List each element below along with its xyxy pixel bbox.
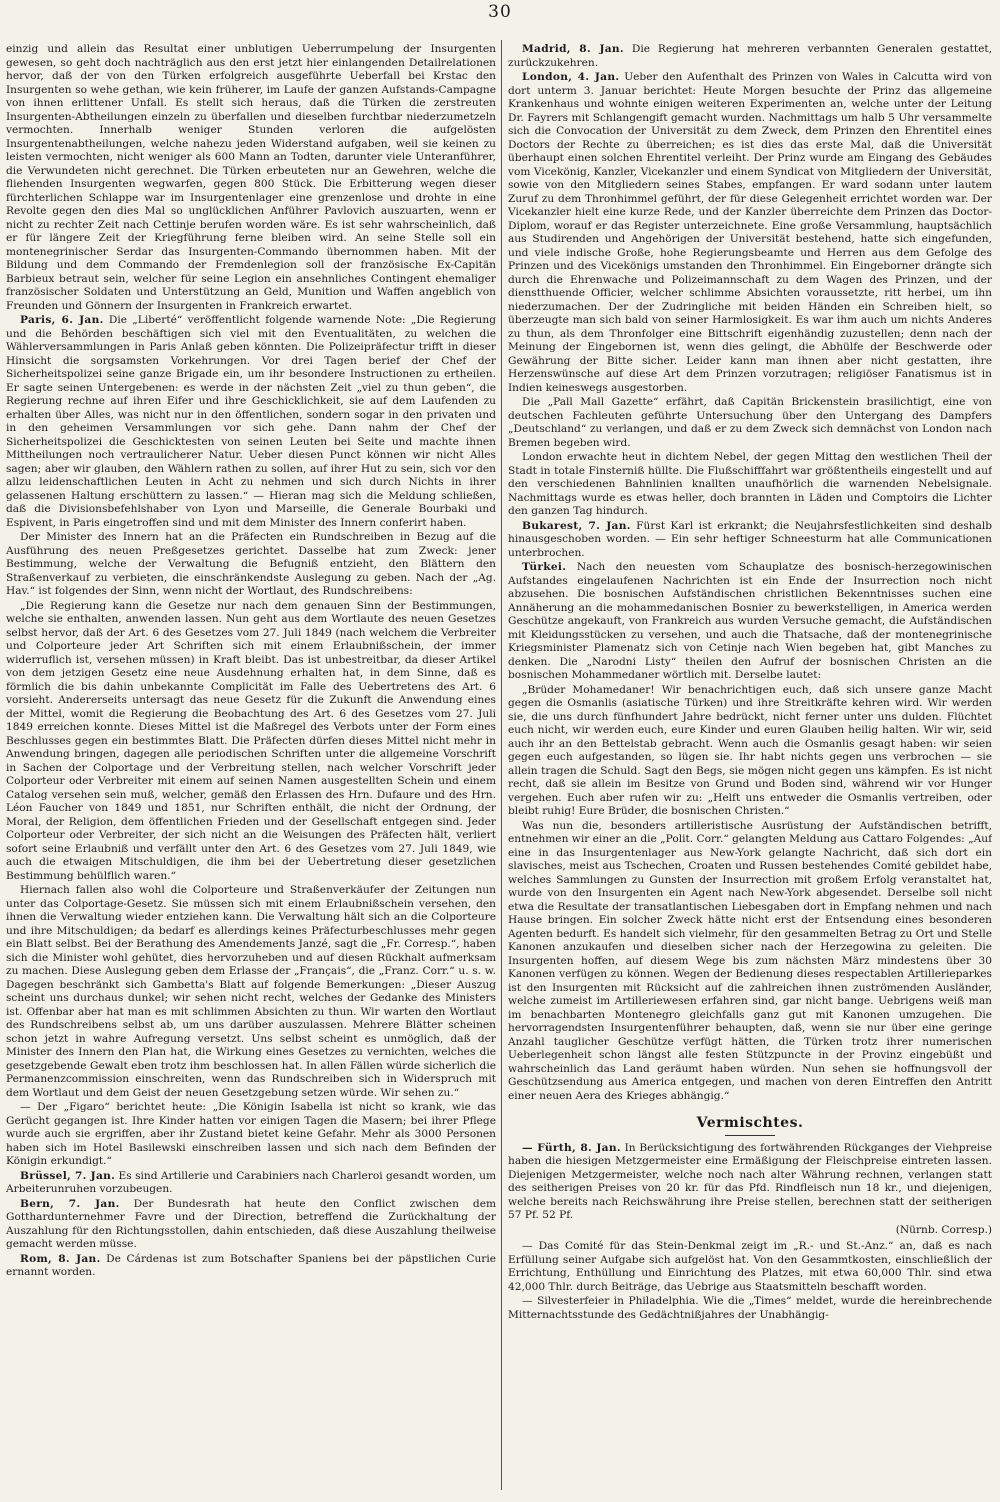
left-column: [6, 43, 496, 1488]
page-number: 30: [488, 2, 512, 22]
article-tuerkei: Türkei. Nach den neuesten vom Schauplatze des bosnisch-herzegowinischen Aufstandes eingelaufenen Nachrichten ist ein Ende der Insurrection noch nicht abzusehen. Die bosnischen Aufständischen christlichen Bekenntnisses suchen eine Annäherung an die mohammedanischen Bosnier zu bewerkstelligen, in America werden Geschütze angekauft, von Frankreich aus wurden Versuche gemacht, die Aufständischen mit Kleidungsstücken zu versehen, und auch die Thatsache, daß der montenegrinische Kriegsminister Plamenatz sich von Cetinje nach Wien begeben hat, gibt Manches zu denken. Die „Narodni Listy“ theilen den Aufruf der bosnischen Christen an die bosnischen Mohammedaner wörtlich mit. Derselbe lautet:: [508, 561, 992, 681]
source-credit: (Nürnb. Corresp.): [895, 1223, 992, 1236]
article-paragraph: Der Minister des Innern hat an die Präfecten ein Rundschreiben in Bezug auf die Ausführung des neuen Preßgesetzes gerichtet. Dasselbe hat zum Zweck: jener Bestimmung, welche der Verwaltung die Befugniß entzieht, den Blättern den Straßenverkauf zu verbieten, die einschränkendste Auslegung zu geben. Nach der „Ag. Hav.“ ist folgendes der Sinn, wenn nicht der Wortlaut, des Rundschreibens:: [6, 531, 496, 597]
article-stein-denkmal: — Das Comité für das Stein-Denkmal zeigt im „R.- und St.-Anz.“ an, daß es nach Erfüllung seiner Aufgabe sich aufgelöst hat. Von den Gesammtkosten, einschließlich der Errichtung, Enthüllung und Einrichtung des Platzes, mit etwa 60,000 Thlr. sind etwa 42,000 Thlr. durch Beiträge, das Uebrige aus Staatsmitteln beschafft worden.: [508, 1240, 992, 1293]
section-divider: [725, 1135, 775, 1136]
article-london: London, 4. Jan. Ueber den Aufenthalt des Prinzen von Wales in Calcutta wird von dort unterm 3. Januar berichtet: Heute Morgen besuchte der Prinz das allgemeine Krankenhaus und wohnte einigen weiteren Experimenten an, welche unter der Leitung Dr. Fayrers mit Schlangengift gemacht wurden. Nachmittags um halb 5 Uhr versammelte sich die Convocation der Universität zu dem Zweck, dem Prinzen den Ehrentitel eines Doctors der Rechte zu überreichen; es ist dies das erste Mal, daß die Universität überhaupt einen solchen Ehrentitel verleiht. Der Prinz wurde am Eingang des Gebäudes vom Vicekönig, Kanzler, Vicekanzler und einem Syndicat von Mitgliedern der Universität, sowie von den Mitgliedern seines Stabes, empfangen. Er ward sodann unter lautem Zuruf zu dem Thronhimmel geführt, der für diese Gelegenheit errichtet worden war. Der Vicekanzler hielt eine kurze Rede, und der Kanzler überreichte dem Prinzen das Doctor-Diplom, worauf er das Register unterzeichnete. Eine große Versammlung, hauptsächlich aus Studirenden und Angehörigen der Universität bestehend, hatte sich eingefunden, und viele indische Große, hohe Regierungsbeamte und Herren aus dem Gefolge des Prinzen und des Vicekönigs umstanden den Thronhimmel. Ein Eingeborner drängte sich durch die Ehrenwache und Polizeimannschaft zu dem Wagen des Prinzen, und der dienstthuende Officier, welcher schlimme Absichten voraussetzte, ritt herbei, um ihn niederzumachen. Der der Zudringliche mit beiden Händen ein Schreiben hielt, so überzeugte man sich bald von seiner Harmlosigkeit. Es war ihm auch um nichts Anderes zu thun, als dem Thronfolger eine Bittschrift eigenhändig zuzustellen; denn nach der Meinung der Eingebornen ist, wenn dies gelingt, die Abhülfe der Beschwerde oder Gewährung der Bitte sicher. Leider kann man ihnen aber nicht gestatten, ihre Herzenswünsche auf diese Art dem Prinzen vorzutragen; religiöser Fanatismus ist in Indien keineswegs ausgestorben.: [508, 71, 992, 394]
article-quote: „Die Regierung kann die Gesetze nur nach dem genauen Sinn der Bestimmungen, welche sie enthalten, anwenden lassen. Nun geht aus dem Wortlaute des neuen Gesetzes selbst hervor, daß der Art. 6 des Gesetzes vom 27. Juli 1849 (nach welchem die Verbreiter und Colporteure jeder Art Schriften sich mit einem Erlaubnißschein, der immer widerruflich ist, versehen müssen) in Kraft bleibt. Das ist unbestreitbar, da dieser Artikel von dem jetzigen Gesetz eine neue Ausdehnung erhalten hat, in dem Sinne, daß es förmlich die bis dahin unbekannte Complicität im Falle des Uebertretens des Art. 6 vorsieht. Andererseits untersagt das neue Gesetz für die Zukunft die Anwendung eines der Mittel, womit die Regierung die Beobachtung des Art. 6 des Gesetzes vom 27. Juli 1849 erreichen konnte. Dieses Mittel ist die Maßregel des Verbots unter der Form eines Beschlusses gegen ein bestimmtes Blatt. Die Präfecten dürfen dieses Mittel nicht mehr in Anwendung bringen, dagegen alle periodischen Schriften unter die allgemeine Vorschrift in Sachen der Colportage und der Verbreitung stellen, nach welcher Vorschrift jeder Colporteur oder Verbreiter mit einem auf seinen Namen ausgestellten Schein und einem Catalog versehen sein muß, welcher, gemäß den Erlassen des Hrn. Dufaure und des Hrn. Léon Faucher von 1849 und 1851, nur Schriften enthält, die nicht der Ordnung, der Moral, der Religion, dem öffentlichen Frieden und der Gesellschaft entgegen sind. Jeder Colporteur oder Verbreiter, der sich nicht an die Weisungen des Präfecten hält, verliert sofort seine Erlaubniß und verfällt unter den Art. 6 des Gesetzes vom 27. Juli 1849, wie auch die etwaigen Mitschuldigen, die ihm bei der Uebertretung dieser gesetzlichen Bestimmung behülflich waren.“: [6, 599, 496, 882]
article-madrid: Madrid, 8. Jan. Die Regierung hat mehreren verbannten Generalen gestattet, zurückzukehren.: [508, 43, 992, 69]
article-paragraph: einzig und allein das Resultat einer unblutigen Ueberrumpelung der Insurgenten gewesen, so geht doch nachträglich aus den erst jetzt hier einlangenden Detailrelationen hervor, daß der von den Türken erfolgreich ausgeführte Ueberfall bei Krstac den Insurgenten so wehe gethan, wie kein früherer, im Laufe der ganzen Aufstands-Campagne von ihnen erlittener Unfall. Es stellt sich heraus, daß die Türken die zerstreuten Insurgenten-Abtheilungen einzeln zu überfallen und dieselben furchtbar niederzumetzeln vermochten. Innerhalb weniger Stunden verloren die aufgelösten Insurgentenabtheilungen, welche nahezu jeden Widerstand aufgaben, weil sie keinen zu leisten vermochten, nicht weniger als 600 Mann an Todten, darunter viele Unteranführer, die Verwundeten nicht gerechnet. Die Türken erbeuteten nur an Gewehren, welche die fliehenden Insurgenten wegwarfen, gegen 800 Stück. Die Erbitterung wegen dieser fürchterlichen Schlappe war im Insurgentenlager eine grenzenlose und drohte in eine Revolte gegen den dies Mal so unglücklichen Anführer Pavlovich auszuarten, wenn er nicht zu rechter Zeit nach Cettinje berufen worden wäre. Es ist sehr wahrscheinlich, daß er für längere Zeit der Kriegführung ferne bleiben wird. An seine Stelle soll ein montenegrinischer Serdar das Insurgenten-Commando übernommen haben. Mit der Bildung und dem Commando der Fremdenlegion soll der französische Ex-Capitän Barbieux betraut sein, welcher für seine Legion ein ansehnliches Contingent ehemaliger französischer Soldaten und Unterstützung an Geld, Munition und Waffen angeblich von Freunden und Gönnern der Insurgenten in Frankreich erwartet.: [6, 43, 496, 312]
article-bukarest: Bukarest, 7. Jan. Fürst Karl ist erkrankt; die Neujahrsfestlichkeiten sind deshalb hinausgeschoben worden. — Ein sehr heftiger Schneesturm hat alle Communicationen unterbrochen.: [508, 519, 992, 559]
dateline: — Fürth, 8. Jan.: [522, 1141, 621, 1154]
dateline: Türkei.: [522, 561, 567, 573]
article-rom: Rom, 8. Jan. De Cárdenas ist zum Botschafter Spaniens bei der päpstlichen Curie ernannt worden.: [6, 1252, 496, 1278]
article-philadelphia: — Silvesterfeier in Philadelphia. Wie die „Times“ meldet, wurde die hereinbrechende Mitternachtsstunde des Gedächtnißjahres der Unabhängig-: [508, 1295, 992, 1321]
dateline: Rom, 8. Jan.: [20, 1252, 101, 1265]
dateline: London, 4. Jan.: [522, 71, 620, 83]
section-heading: Vermischtes.: [696, 1115, 804, 1131]
article-bern: Bern, 7. Jan. Der Bundesrath hat heute den Conflict zwischen dem Gotthardunternehmer Favre und der Direction, betreffend die Zurückhaltung der Auszahlung für den Richtungsstollen, dahin entschieden, daß diese Auszahlung theilweise gemacht werden müsse.: [6, 1197, 496, 1250]
dateline: Madrid, 8. Jan.: [522, 43, 624, 55]
article-paris: Paris, 6. Jan. Die „Liberté“ veröffentlicht folgende warnende Note: „Die Regierung und die Behörden beschäftigen sich viel mit den Eventualitäten, zu welchen die Wählerversammlungen in Paris Anlaß geben könnten. Die Polizeipräfectur trifft in dieser Hinsicht die sorgsamsten Vorkehrungen. Vor drei Tagen berief der Chef der Sicherheitspolizei seine ganze Brigade ein, um ihr besondere Instructionen zu ertheilen. Er sagte seinen Untergebenen: es werde in der nächsten Zeit „viel zu thun geben“, die Regierung rechne auf ihren Eifer und ihre Geschicklichkeit, sie auf dem Laufenden zu erhalten über Alles, was nicht nur in den öffentlichen, sondern sogar in den privaten und in den geheimen Versammlungen vor sich gehe. Dann nahm der Chef der Sicherheitspolizei die Geschicktesten von seinen Leuten bei Seite und machte ihnen Mittheilungen noch vertraulicherer Natur. Ueber diesen Punct können wir nicht Alles sagen; aber wir glauben, den Wählern rathen zu sollen, auf ihrer Hut zu sein, sich vor den allzu leidenschaftlichen Leuten in Acht zu nehmen und sich durch Nichts in ihrer gelassenen Haltung erschüttern zu lassen.“ — Hieran mag sich die Meldung schließen, daß die Divisionsbefehlshaber von Lyon und Marseille, die Generale Bourbaki und Espivent, in Paris eingetroffen sind und mit dem Minister des Innern conferirt haben.: [6, 314, 496, 529]
column-divider: [501, 40, 502, 1490]
article-paragraph: Was nun die, besonders artilleristische Ausrüstung der Aufständischen betrifft, entnehmen wir einer an die „Polit. Corr.“ gelangten Meldung aus Cattaro Folgendes: „Auf eine in das Insurgentenlager aus New-York gelangte Nachricht, daß sich dort ein slavisches, meist aus Tschechen, Croaten und Russen bestehendes Comité gebildet habe, welches Sammlungen zu Gunsten der Insurrection mit großem Erfolg veranstaltet hat, wurde von den Insurgenten ein Agent nach New-York abgesendet. Derselbe soll nicht etwa die Resultate der transatlantischen Liebesgaben dort in Empfang nehmen und nach Hause bringen. Ein solcher Zweck hätte nicht erst der Entsendung eines besonderen Agenten bedurft. Es handelt sich vielmehr, für den gesammelten Betrag zu Ort und Stelle Kanonen anzukaufen und dieselben sicher nach der Herzegowina zu geleiten. Die Insurgenten hoffen, auf diesem Wege bis zum nächsten März mindestens über 30 Kanonen verfügen zu können. Wegen der Bedienung dieses respectablen Artillerieparkes ist den Insurgenten mit Rücksicht auf die zahlreichen ihnen zuströmenden Ausländer, welche zumeist im Artilleriewesen erfahren sind, gar nicht bange. Uebrigens weiß man im benachbarten Montenegro gleichfalls ganz gut mit Kanonen umzugehen. Die hervorragendsten Insurgentenführer behaupten, daß, wenn sie nur über eine geringe Anzahl tauglicher Geschütze verfügt hätten, die Türken trotz ihrer numerischen Ueberlegenheit schon längst alle festen Stützpuncte in der Provinz eingebüßt und wahrscheinlich das Land geräumt haben würden. Nun sehen sie hoffnungsvoll der Geschützsendung aus America entgegen, und machen von deren Eintreffen den Antritt einer neuen Aera des Krieges abhängig.“: [508, 819, 992, 1102]
article-paragraph: Hiernach fallen also wohl die Colporteure und Straßenverkäufer der Zeitungen nun unter das Colportage-Gesetz. Sie müssen sich mit einem Erlaubnißschein versehen, den ihnen die Verwaltung wieder entziehen kann. Die Verwaltung hält sich an die Colporteure und ihre Mitschuldigen; da bedarf es allerdings keines Präfecturbeschlusses mehr gegen ein Blatt selbst. Bei der Berathung des Amendements Janzé, sagt die „Fr. Corresp.“, haben sich die Minister wohl gehütet, dies hervorzuheben und auf diesen Rückhalt aufmerksam zu machen. Diese Auslegung geben dem Erlasse der „Français“, die „Franz. Corr.“ u. s. w. Dagegen beschränkt sich Gambetta's Blatt auf folgende Bemerkungen: „Dieser Auszug scheint uns durchaus dunkel; wir sehen nicht recht, welches der Gedanke des Ministers ist. Offenbar aber hat man es mit schlimmen Absichten zu thun. Wir warten den Wortlaut des Rundschreibens selbst ab, um uns darüber auszulassen. Mehrere Blätter scheinen schon jetzt in wahre Aufregung versetzt. Uns selbst scheint es unmöglich, daß der Minister des Innern den Plan hat, die Wirkung eines Gesetzes zu vernichten, welches die gesetzgebende Gewalt eben trotz ihm beschlossen hat. In allen Fällen würde sicherlich die Permanenzcommission einschreiten, wenn das Rundschreiben sich in Widerspruch mit dem Wortlaut und dem Geist der neuen Gesetzgebung setzen würde. Wir sehen zu.“: [6, 884, 496, 1099]
article-paragraph: London erwachte heut in dichtem Nebel, der gegen Mittag den westlichen Theil der Stadt in totale Finsterniß hüllte. Die Flußschifffahrt war größtentheils eingestellt und auf den verschiedenen Bahnlinien knallten unaufhörlich die warnenden Nebelsignale. Nachmittags wurde es etwas heller, doch brannten in Läden und Comptoirs die Lichter den ganzen Tag hindurch.: [508, 451, 992, 517]
dateline: Paris, 6. Jan.: [20, 314, 104, 326]
article-figaro: — Der „Figaro“ berichtet heute: „Die Königin Isabella ist nicht so krank, wie das Gerücht gegangen ist. Ihre Kinder hatten vor einigen Tagen die Masern; bei ihrer Pflege wurde auch sie ergriffen, aber ihr Zustand bietet keine Gefahr. Mehr als 3000 Personen haben sich im Hotel Basilewski einschreiben lassen und sich nach dem Befinden der Königin erkundigt.“: [6, 1101, 496, 1167]
dateline: Brüssel, 7. Jan.: [20, 1169, 116, 1182]
article-paragraph: Die „Pall Mall Gazette“ erfährt, daß Capitän Brickenstein brasilichtigt, eine von deutschen Fachleuten geführte Untersuchung über den Untergang des Dampfers „Deutschland“ zu verlangen, und daß er zu dem Zweck sich demnächst von London nach Bremen begeben wird.: [508, 396, 992, 449]
article-fuerth: — Fürth, 8. Jan. In Berücksichtigung des fortwährenden Rückganges der Viehpreise haben die hiesigen Metzgermeister eine Ermäßigung der Fleischpreise eintreten lassen. Diejenigen Metzgermeister, welche noch nach alter Währung rechnen, verlangen statt des seitherigen Preises von 20 kr. für das Pfd. Rindfleisch nun 18 kr., und diejenigen, welche bereits nach Reichswährung ihre Preise stellen, berechnen statt der seitherigen 57 Pf. 52 Pf.: [508, 1141, 992, 1221]
dateline: Bern, 7. Jan.: [20, 1197, 120, 1210]
article-bruessel: Brüssel, 7. Jan. Es sind Artillerie und Carabiniers nach Charleroi gesandt worden, um Arbeiterunruhen vorzubeugen.: [6, 1169, 496, 1195]
dateline: Bukarest, 7. Jan.: [522, 519, 631, 532]
article-quote: „Brüder Mohamedaner! Wir benachrichtigen euch, daß sich unsere ganze Macht gegen die Osmanlis (asiatische Türken) und ihre Streitkräfte kehren wird. Wir werden sie, die uns durch fünfhundert Jahre bedrückt, nicht ferner unter uns dulden. Flüchtet euch nicht, wir werden euch, eure Kinder und euren Glauben heilig halten. Wir wir, seid auch ihr an den Bettelstab gebracht. Wenn auch die Osmanlis gesagt haben: wir seien gegen euch aufgestanden, so lügen sie. Ihr habt nichts gegen uns verbrochen — sie allein tragen die Schuld. Sagt den Begs, sie mögen nicht gegen uns kämpfen. Es ist nicht recht, daß sie allein im Besitze von Grund und Boden sind, während wir vor Hunger vergehen. Euch aber rufen wir zu: „Helft uns entweder die Osmanlis vertreiben, oder bleibt ruhig! Eure Brüder, die bosnischen Christen.“: [508, 683, 992, 817]
right-column: [508, 43, 992, 1488]
